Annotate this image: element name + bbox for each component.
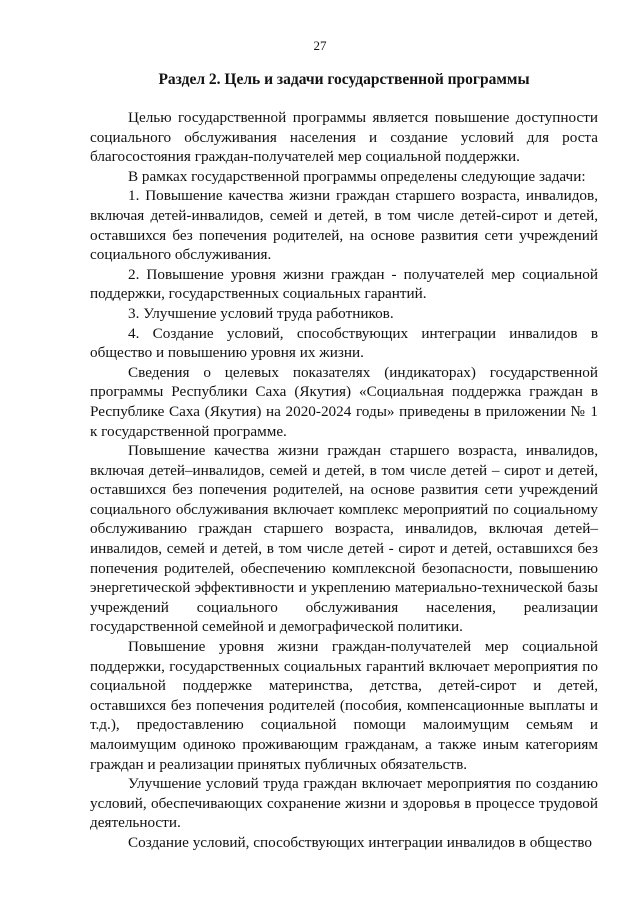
paragraph-working-conditions: Улучшение условий труда граждан включает мероприятия по созданию условий, обеспечивающих сохранение жизни и здоровья в процессе трудовой деятельности. <box>90 775 598 832</box>
paragraph-task-3: 3. Улучшение условий труда работников. <box>128 304 394 322</box>
paragraph-tasks-intro: В рамках государственной программы определены следующие задачи: <box>128 167 586 185</box>
paragraph-task-1: 1. Повышение качества жизни граждан старшего возраста, инвалидов, включая детей-инвалидов, семей и детей, в том числе детей-сирот и детей, оставшихся без попечения родителей, на основе развития сети учреждений социального обслуживания. <box>90 187 598 264</box>
section-title: Раздел 2. Цель и задачи государственной программы <box>158 71 530 88</box>
paragraph-task-2: 2. Повышение уровня жизни граждан - получателей мер социальной поддержки, государственных социальных гарантий. <box>90 265 598 303</box>
paragraph-standard-of-living: Повышение уровня жизни граждан-получателей мер социальной поддержки, государственных социальных гарантий включает мероприятия по социальной поддержке материнства, детства, детей-сирот и детей, оставшихся без попечения родителей (пособия, компенсационные выплаты и т.д.), предоставлению социальной помощи малоимущим семьям и малоимущим одиноко проживающим гражданам, а также иным категориям граждан и реализации принятых публичных обязательств. <box>90 638 598 773</box>
paragraph-quality-of-life: Повышение качества жизни граждан старшего возраста, инвалидов, включая детей–инвалидов, семей и детей, в том числе детей – сирот и детей, оставшихся без попечения родителей, на основе развития сети учреждений социального обслуживания включает комплекс мероприятий по социальному обслуживанию граждан старшего возраста, инвалидов, включая детей–инвалидов, семей и детей, в том числе детей - сирот и детей, оставшихся без попечения родителей, обеспечению комплексной безопасности, повышению энергетической эффективности и укреплению материально-технической базы учреждений социального обслуживания населения, реализации государственной семейной и демографической политики. <box>90 442 598 636</box>
paragraph-goal: Целью государственной программы является повышение доступности социального обслуживания населения и создание условий для роста благосостояния граждан-получателей мер социальной поддержки. <box>90 109 598 166</box>
paragraph-indicators: Сведения о целевых показателях (индикаторах) государственной программы Республики Саха (Якутия) «Социальная поддержка граждан в Республике Саха (Якутия) на 2020-2024 годы» приведены в приложении № 1 к государственной программе. <box>90 363 598 440</box>
document-body <box>90 108 598 853</box>
page-number: 27 <box>313 38 327 53</box>
paragraph-integration: Создание условий, способствующих интеграции инвалидов в общество <box>128 833 592 851</box>
paragraph-task-4: 4. Создание условий, способствующих интеграции инвалидов в общество и повышению уровня их жизни. <box>90 324 598 362</box>
